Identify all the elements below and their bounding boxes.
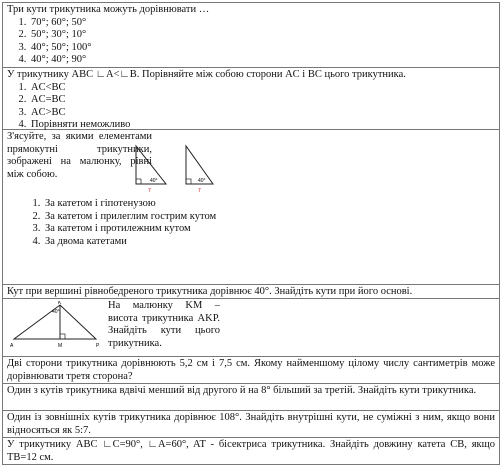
question-3-options-wrap [7, 198, 227, 248]
right-angle-mark [136, 179, 141, 184]
vertex-label: P [96, 343, 100, 349]
question-6 [3, 357, 499, 384]
option: 2. 50°; 30°; 10° [29, 29, 495, 42]
option: 4. 40°; 40°; 90° [29, 54, 495, 67]
question-2-options [7, 82, 495, 132]
question-9-text: У трикутнику ABC ∟C=90°, ∟A=60°, AT - бісектриса трикутника. Знайдіть довжину катета CB, якщо TB=12 см. [7, 439, 495, 463]
right-angle-mark [60, 334, 65, 339]
option: 3. За катетом і протилежним кутом [43, 223, 227, 236]
option: 1. AC<BC [29, 82, 495, 95]
question-1 [3, 3, 499, 68]
angle-label: 40° [52, 309, 60, 315]
option: 1. За катетом і гіпотенузою [43, 198, 227, 211]
question-1-text: Три кути трикутника можуть дорівнювати … [7, 4, 210, 15]
question-8 [3, 411, 499, 438]
vertex-label: M [58, 343, 63, 349]
vertex-label: K [58, 301, 62, 306]
option: 2. AC=BC [29, 94, 495, 107]
question-1-options [7, 17, 495, 67]
option: 4. Порівняти неможливо [29, 119, 495, 132]
right-angle-mark [186, 179, 191, 184]
angle-label: 40° [150, 178, 158, 184]
question-3 [3, 130, 499, 285]
triangle-akp-figure [8, 301, 103, 353]
question-7-text: Один з кутів трикутника вдвічі менший від другого й на 8° більший за третій. Знайдіть кути трикутника. [7, 385, 477, 396]
question-3-options [7, 198, 227, 248]
question-2 [3, 68, 499, 130]
worksheet [2, 2, 500, 465]
question-4 [3, 285, 499, 299]
question-8-text: Один із зовнішніх кутів трикутника дорівнює 108°. Знайдіть внутрішні кути, не суміжні з ним, якщо вони відносяться як 5:7. [7, 412, 495, 436]
angle-label: 40° [198, 178, 206, 184]
option: 3. AC>BC [29, 107, 495, 120]
question-7 [3, 384, 499, 411]
option: 4. За двома катетами [43, 236, 227, 249]
question-3-text: З'ясуйте, за якими елементами прямокутні трикутники, зображені на малюнку, рівні між собою. [7, 131, 152, 180]
side-label: 7 [198, 188, 201, 194]
option: 2. За катетом і прилеглим гострим кутом [43, 211, 227, 224]
question-5-text: На малюнку KM – висота трикутника AKP. Знайдіть кути цього трикутника. [108, 300, 220, 349]
option: 1. 70°; 60°; 50° [29, 17, 495, 30]
question-9 [3, 438, 499, 464]
question-6-text: Дві сторони трикутника дорівнюють 5,2 см і 7,5 см. Якому найменшому цілому числу сантиметрів може дорівнювати третя сторона? [7, 358, 495, 382]
vertex-label: A [10, 343, 14, 349]
question-5 [3, 299, 499, 357]
question-2-text: У трикутнику ABC ∟A<∟B. Порівняйте між собою сторони AC і BC цього трикутника. [7, 69, 406, 80]
right-triangles-figure [128, 142, 238, 194]
question-4-text: Кут при вершині рівнобедреного трикутника дорівнює 40°. Знайдіть кути при його основі. [7, 286, 413, 297]
side-label: 7 [148, 188, 151, 194]
option: 3. 40°; 50°; 100° [29, 42, 495, 55]
